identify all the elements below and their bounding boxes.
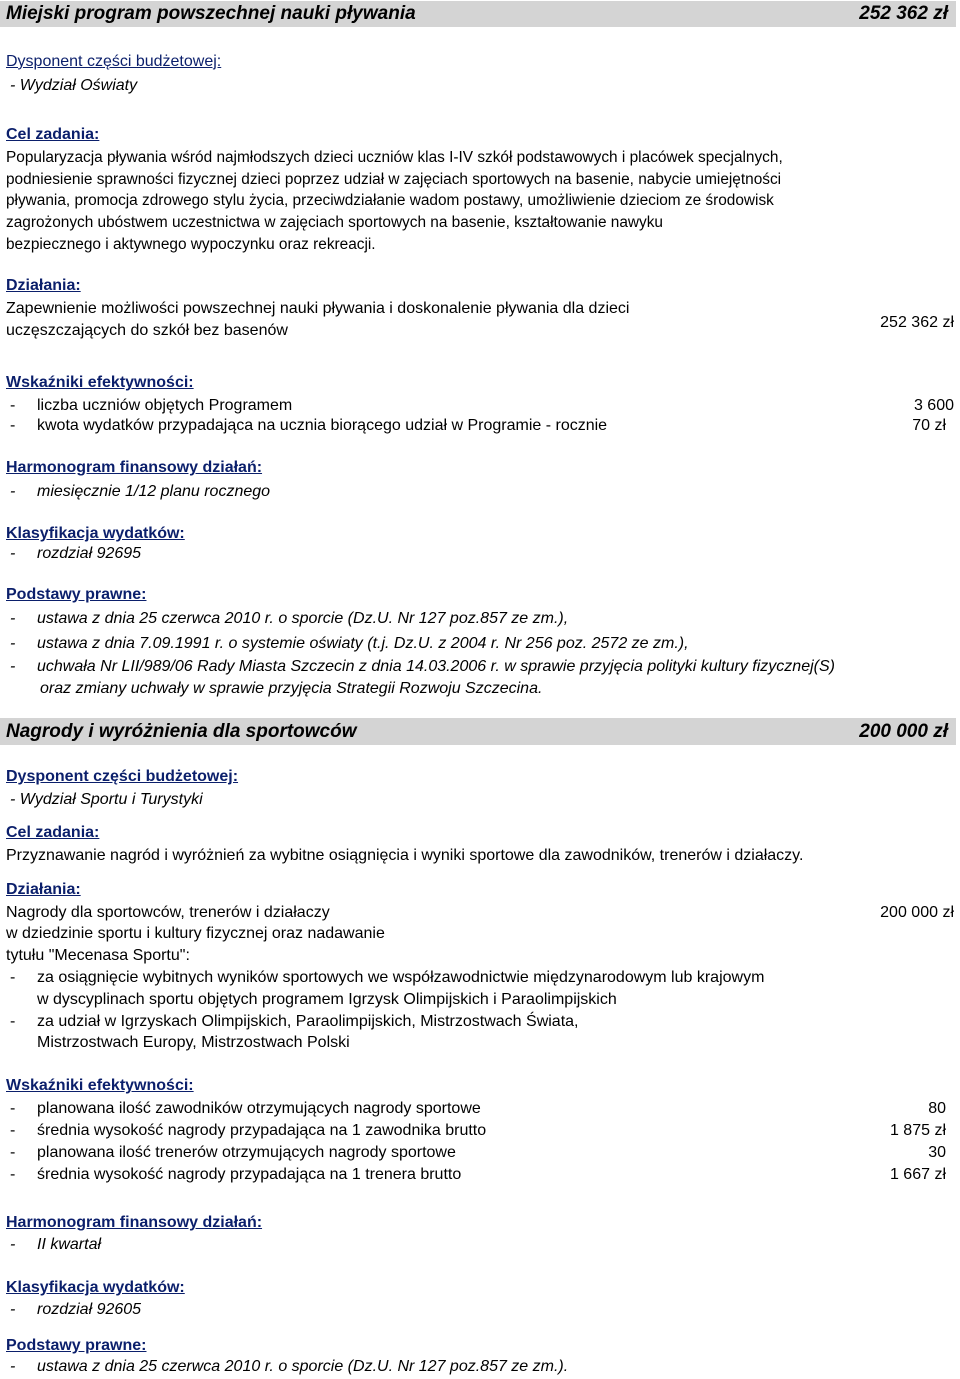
- dzialania-line: uczęszczających do szkół bez basenów: [6, 322, 288, 339]
- cel-line: zagrożonych ubóstwem uczestnictwa w zajęciach sportowych na basenie, kształtowanie nawyku: [6, 214, 663, 232]
- dzialania-item-cont: Mistrzostwach Europy, Mistrzostwach Polski: [37, 1034, 350, 1051]
- klasyfikacja-value: - rozdział 92695: [10, 545, 142, 562]
- wskaznik-text: kwota wydatków przypadająca na ucznia biorącego udział w Programie - rocznie: [37, 417, 608, 434]
- cel-line: pływania, promocja zdrowego stylu życia, przeciwdziałanie wadom postawy, umożliwienie dzieciom ze środowisk: [6, 192, 774, 210]
- dzialania-label: Działania:: [6, 881, 81, 898]
- podstawy-text: ustawa z dnia 7.09.1991 r. o systemie oświaty (t.j. Dz.U. z 2004 r. Nr 256 poz. 2572 ze zm.),: [37, 635, 689, 652]
- podstawy-item: - uchwała Nr LII/989/06 Rady Miasta Szczecin z dnia 14.03.2006 r. w sprawie przyjęcia polityki kultury fizycznej(S): [10, 658, 835, 675]
- dzialania-item-text: za udział w Igrzyskach Olimpijskich, Paraolimpijskich, Mistrzostwach Świata,: [37, 1013, 579, 1030]
- harmonogram-value: - miesięcznie 1/12 planu rocznego: [10, 483, 271, 500]
- cel-text: [6, 147, 946, 256]
- wskazniki-label: Wskaźniki efektywności:: [6, 1077, 194, 1094]
- podstawy-item: - ustawa z dnia 25 czerwca 2010 r. o sporcie (Dz.U. Nr 127 poz.857 ze zm.),: [10, 610, 569, 627]
- section-amount: 252 362 zł: [859, 3, 948, 24]
- podstawy-item: - ustawa z dnia 25 czerwca 2010 r. o sporcie (Dz.U. Nr 127 poz.857 ze zm.).: [10, 1358, 569, 1375]
- wskaznik-item: - planowana ilość trenerów otrzymujących nagrody sportowe: [10, 1144, 456, 1161]
- dzialania-item-text: za osiągnięcie wybitnych wyników sportowych we współzawodnictwie międzynarodowym lub krajowym: [37, 969, 765, 986]
- klasyfikacja-text: rozdział 92695: [37, 545, 142, 562]
- wskaznik-text: planowana ilość zawodników otrzymujących nagrody sportowe: [37, 1100, 481, 1117]
- podstawy-item: - ustawa z dnia 7.09.1991 r. o systemie oświaty (t.j. Dz.U. z 2004 r. Nr 256 poz. 2572 ze zm.),: [10, 635, 689, 652]
- harmonogram-value: - II kwartał: [10, 1236, 102, 1253]
- cel-label: Cel zadania:: [6, 824, 100, 841]
- podstawy-text: ustawa z dnia 25 czerwca 2010 r. o sporcie (Dz.U. Nr 127 poz.857 ze zm.).: [37, 1358, 569, 1375]
- wskaznik-value: 30: [928, 1144, 946, 1161]
- cel-line: podniesienie sprawności fizycznej dzieci poprzez udział w zajęciach sportowych na basenie, nabycie umiejętności: [6, 170, 782, 188]
- section-header-awards: [0, 718, 956, 745]
- klasyfikacja-text: rozdział 92605: [37, 1301, 142, 1318]
- cel-line: Popularyzacja pływania wśród najmłodszych dzieci uczniów klas I-IV szkół podstawowych i placówek specjalnych,: [6, 149, 783, 166]
- dzialania-amount: 252 362 zł: [880, 314, 954, 331]
- dzialania-line: tytułu "Mecenasa Sportu":: [6, 947, 190, 964]
- dzialania-line: w dziedzinie sportu i kultury fizycznej oraz nadawanie: [6, 925, 385, 942]
- klasyfikacja-label: Klasyfikacja wydatków:: [6, 525, 185, 542]
- podstawy-label: Podstawy prawne:: [6, 586, 147, 603]
- cel-label: Cel zadania:: [6, 126, 100, 143]
- wskaznik-text: średnia wysokość nagrody przypadająca na 1 zawodnika brutto: [37, 1122, 487, 1139]
- dysponent-value: - Wydział Oświaty: [10, 77, 138, 94]
- wskaznik-item: - liczba uczniów objętych Programem: [10, 397, 293, 414]
- harmonogram-label: Harmonogram finansowy działań:: [6, 1214, 263, 1231]
- wskaznik-value: 1 875 zł: [889, 1122, 946, 1139]
- harmonogram-text: II kwartał: [37, 1236, 102, 1253]
- wskaznik-text: średnia wysokość nagrody przypadająca na 1 trenera brutto: [37, 1166, 462, 1183]
- dzialania-item-cont: w dyscyplinach sportu objętych programem Igrzysk Olimpijskich i Paraolimpijskich: [37, 991, 617, 1008]
- cel-line: bezpiecznego i aktywnego wypoczynku oraz rekreacji.: [6, 235, 376, 253]
- dzialania-amount: 200 000 zł: [880, 904, 954, 921]
- wskaznik-text: planowana ilość trenerów otrzymujących nagrody sportowe: [37, 1144, 456, 1161]
- dzialania-item: - za udział w Igrzyskach Olimpijskich, Paraolimpijskich, Mistrzostwach Świata,: [10, 1013, 579, 1030]
- klasyfikacja-value: - rozdział 92605: [10, 1301, 142, 1318]
- wskaznik-item: - średnia wysokość nagrody przypadająca na 1 zawodnika brutto: [10, 1122, 487, 1139]
- podstawy-label: Podstawy prawne:: [6, 1337, 147, 1354]
- wskaznik-value: 1 667 zł: [889, 1166, 946, 1183]
- klasyfikacja-label: Klasyfikacja wydatków:: [6, 1279, 185, 1296]
- wskaznik-item: - kwota wydatków przypadająca na ucznia biorącego udział w Programie - rocznie: [10, 417, 608, 434]
- dysponent-label: Dysponent części budżetowej:: [6, 53, 222, 70]
- harmonogram-label: Harmonogram finansowy działań:: [6, 459, 263, 476]
- section-title: Nagrody i wyróżnienia dla sportowców: [6, 720, 357, 742]
- dzialania-label: Działania:: [6, 277, 81, 294]
- section-title: Miejski program powszechnej nauki pływania: [6, 3, 416, 24]
- podstawy-continuation: oraz zmiany uchwały w sprawie przyjęcia Strategii Rozwoju Szczecina.: [40, 680, 543, 697]
- podstawy-text: uchwała Nr LII/989/06 Rady Miasta Szczecin z dnia 14.03.2006 r. w sprawie przyjęcia polityki kultury fizycznej(S): [37, 658, 835, 675]
- podstawy-text: ustawa z dnia 25 czerwca 2010 r. o sporcie (Dz.U. Nr 127 poz.857 ze zm.),: [37, 610, 569, 627]
- harmonogram-text: miesięcznie 1/12 planu rocznego: [37, 483, 271, 500]
- dysponent-label: Dysponent części budżetowej:: [6, 768, 239, 785]
- wskaznik-item: - planowana ilość zawodników otrzymujących nagrody sportowe: [10, 1100, 481, 1117]
- dzialania-line: Nagrody dla sportowców, trenerów i działaczy: [6, 904, 330, 921]
- dysponent-value: - Wydział Sportu i Turystyki: [10, 791, 203, 808]
- dzialania-item: - za osiągnięcie wybitnych wyników sportowych we współzawodnictwie międzynarodowym lub krajowym: [10, 969, 765, 986]
- wskaznik-value: 80: [928, 1100, 946, 1117]
- section-amount: 200 000 zł: [859, 720, 948, 742]
- section-header-swimming: [0, 1, 956, 27]
- dzialania-line: Zapewnienie możliwości powszechnej nauki pływania i doskonalenie pływania dla dzieci: [6, 300, 630, 317]
- wskaznik-value: 3 600: [913, 397, 954, 414]
- wskazniki-label: Wskaźniki efektywności:: [6, 374, 194, 391]
- wskaznik-item: - średnia wysokość nagrody przypadająca na 1 trenera brutto: [10, 1166, 462, 1183]
- wskaznik-text: liczba uczniów objętych Programem: [37, 397, 293, 414]
- cel-text: Przyznawanie nagród i wyróżnień za wybitne osiągnięcia i wyniki sportowe dla zawodników, trenerów i działaczy.: [6, 847, 804, 864]
- wskaznik-value: 70 zł: [912, 417, 946, 434]
